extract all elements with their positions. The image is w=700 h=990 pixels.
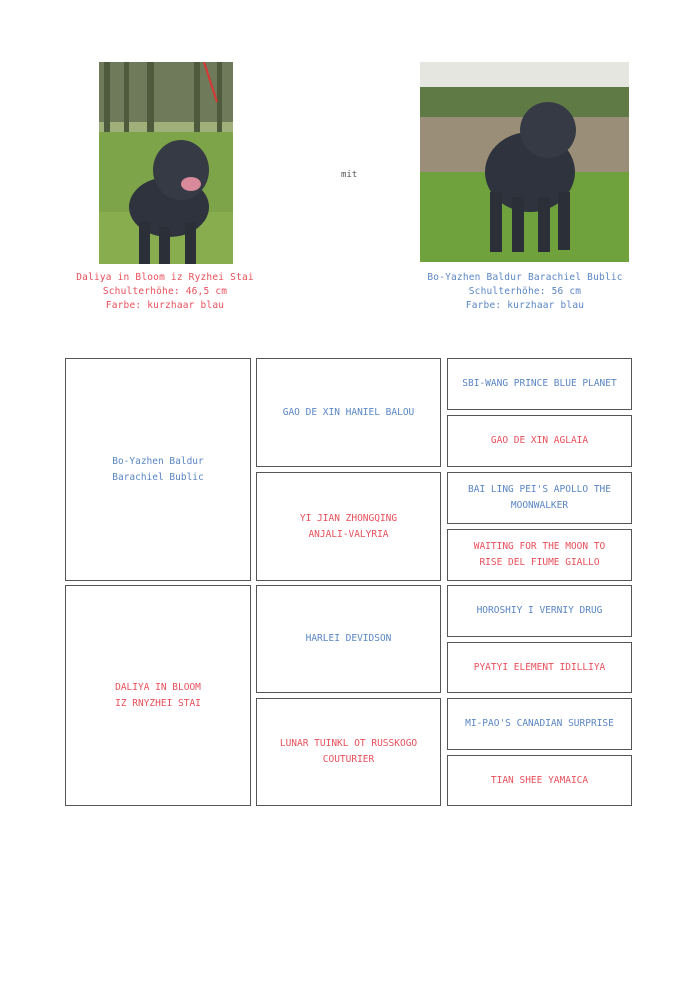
sire-color: Farbe: kurzhaar blau [465, 300, 585, 311]
sire-height: Schulterhöhe: 56 cm [468, 286, 582, 297]
pedigree-grandparent: HARLEI DEVIDSON [256, 585, 441, 693]
dam-caption [60, 271, 270, 313]
pedigree-great-grandparent: PYATYI ELEMENT IDILLIYA [447, 642, 632, 693]
pedigree-sire: Bo-Yazhen Baldur Barachiel Bublic [65, 358, 251, 581]
pedigree-great-grandparent: BAI LING PEI'S APOLLO THE MOONWALKER [447, 472, 632, 524]
pedigree-dam: DALIYA IN BLOOM IZ RNYZHEI STAI [65, 585, 251, 806]
pedigree-great-grandparent: SBI-WANG PRINCE BLUE PLANET [447, 358, 632, 410]
dam-color: Farbe: kurzhaar blau [105, 300, 225, 311]
sire-dog-image [420, 62, 629, 262]
pedigree-great-grandparent: TIAN SHEE YAMAICA [447, 755, 632, 806]
pedigree-great-grandparent: GAO DE XIN AGLAIA [447, 415, 632, 467]
mit-label: mit [341, 170, 358, 180]
dam-name: Daliya in Bloom iz Ryzhei Stai [76, 272, 254, 283]
dam-height: Schulterhöhe: 46,5 cm [102, 286, 228, 297]
dam-photo [99, 62, 233, 264]
pedigree-great-grandparent: WAITING FOR THE MOON TO RISE DEL FIUME GIALLO [447, 529, 632, 581]
dam-dog-image [99, 62, 233, 264]
sire-name: Bo-Yazhen Baldur Barachiel Bublic [427, 272, 623, 283]
pedigree-grandparent: YI JIAN ZHONGQING ANJALI-VALYRIA [256, 472, 441, 581]
pedigree-great-grandparent: HOROSHIY I VERNIY DRUG [447, 585, 632, 637]
pedigree-great-grandparent: MI-PAO'S CANADIAN SURPRISE [447, 698, 632, 750]
sire-photo [420, 62, 629, 262]
pedigree-grandparent: LUNAR TUINKL OT RUSSKOGO COUTURIER [256, 698, 441, 806]
pedigree-grandparent: GAO DE XIN HANIEL BALOU [256, 358, 441, 467]
sire-caption [410, 271, 640, 313]
